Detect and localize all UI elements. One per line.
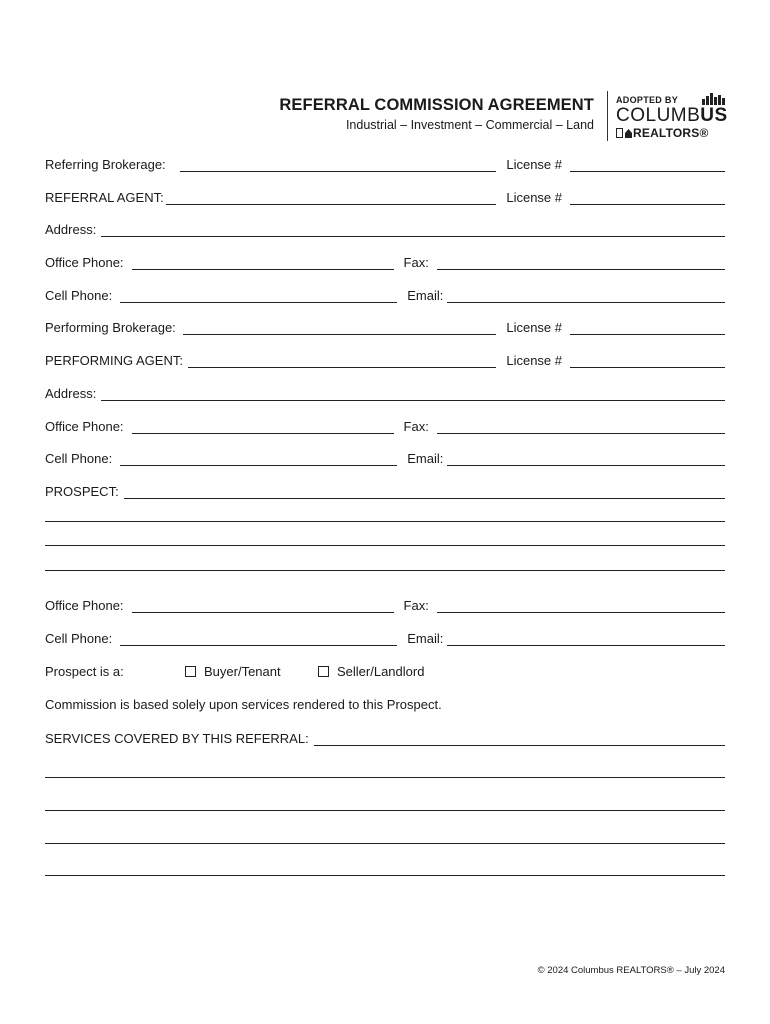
performing-email-label: Email: (407, 451, 444, 466)
referral-agent-license-field[interactable] (570, 192, 725, 205)
prospect-type-row (45, 662, 424, 680)
performing-agent-license-field[interactable] (570, 355, 725, 368)
buyer-tenant-label: Buyer/Tenant (204, 663, 281, 679)
commission-note: Commission is based solely upon services rendered to this Prospect. (45, 697, 442, 712)
referring-office-phone-label: Office Phone: (45, 255, 124, 270)
services-line-3[interactable] (45, 810, 725, 811)
referring-office-phone-row (45, 252, 725, 270)
prospect-line-4[interactable] (45, 570, 725, 571)
prospect-cell-phone-label: Cell Phone: (45, 631, 113, 646)
document-header (279, 96, 594, 132)
referring-brokerage-label: Referring Brokerage: (45, 157, 166, 172)
prospect-email-field[interactable] (447, 633, 725, 646)
referral-agent-label: REFERRAL AGENT: (45, 190, 164, 205)
logo-columbus-part: COLUMB (616, 105, 701, 126)
buyer-tenant-option[interactable] (185, 664, 318, 679)
performing-license-field[interactable] (570, 322, 725, 335)
performing-cell-phone-row (45, 448, 725, 466)
seller-landlord-option[interactable] (318, 664, 424, 679)
performing-address-label: Address: (45, 386, 97, 401)
document-title: REFERRAL COMMISSION AGREEMENT (279, 96, 594, 114)
referring-address-field[interactable] (101, 224, 725, 237)
equal-housing-icon (616, 128, 632, 138)
prospect-office-phone-field[interactable] (132, 600, 394, 613)
referring-cell-phone-label: Cell Phone: (45, 288, 113, 303)
performing-address-row (45, 383, 725, 401)
prospect-row (45, 481, 725, 499)
referral-agent-field[interactable] (166, 192, 497, 205)
performing-brokerage-label: Performing Brokerage: (45, 320, 176, 335)
referring-brokerage-field[interactable] (180, 159, 497, 172)
performing-fax-field[interactable] (437, 421, 725, 434)
logo-columbus-us: US (700, 105, 728, 126)
logo-columbus-text (616, 105, 728, 127)
referring-license-field[interactable] (570, 159, 725, 172)
prospect-office-phone-row (45, 595, 725, 613)
header-divider (607, 91, 608, 141)
referring-address-row (45, 219, 725, 237)
referring-email-label: Email: (407, 288, 444, 303)
seller-landlord-checkbox[interactable] (318, 666, 329, 677)
services-field[interactable] (314, 733, 725, 746)
performing-agent-field[interactable] (188, 355, 496, 368)
referral-agent-license-label: License # (506, 190, 562, 205)
performing-address-field[interactable] (101, 388, 725, 401)
performing-agent-label: PERFORMING AGENT: (45, 353, 183, 368)
prospect-label: PROSPECT: (45, 484, 119, 499)
performing-office-phone-label: Office Phone: (45, 419, 124, 434)
referring-cell-phone-row (45, 285, 725, 303)
copyright-footer: © 2024 Columbus REALTORS® – July 2024 (537, 965, 725, 976)
referring-cell-phone-field[interactable] (120, 290, 397, 303)
prospect-fax-label: Fax: (403, 598, 429, 613)
referring-email-field[interactable] (447, 290, 725, 303)
performing-cell-phone-field[interactable] (120, 453, 397, 466)
performing-cell-phone-label: Cell Phone: (45, 451, 113, 466)
services-line-2[interactable] (45, 777, 725, 778)
prospect-line-3[interactable] (45, 545, 725, 546)
prospect-field[interactable] (124, 486, 725, 499)
prospect-email-label: Email: (407, 631, 444, 646)
logo-realtors-text: REALTORS® (633, 126, 709, 140)
referring-brokerage-row (45, 154, 725, 172)
services-row (45, 728, 725, 746)
referring-office-phone-field[interactable] (132, 257, 394, 270)
performing-office-phone-field[interactable] (132, 421, 394, 434)
performing-agent-row (45, 350, 725, 368)
columbus-realtors-logo (616, 93, 728, 141)
referring-fax-label: Fax: (403, 255, 429, 270)
performing-email-field[interactable] (447, 453, 725, 466)
prospect-fax-field[interactable] (437, 600, 725, 613)
referring-address-label: Address: (45, 222, 97, 237)
buyer-tenant-checkbox[interactable] (185, 666, 196, 677)
prospect-type-label: Prospect is a: (45, 663, 124, 679)
performing-office-phone-row (45, 416, 725, 434)
document-subtitle: Industrial – Investment – Commercial – Land (345, 118, 594, 132)
prospect-line-2[interactable] (45, 521, 725, 522)
services-line-5[interactable] (45, 875, 725, 876)
performing-fax-label: Fax: (403, 419, 429, 434)
referring-fax-field[interactable] (437, 257, 725, 270)
performing-brokerage-row (45, 317, 725, 335)
seller-landlord-label: Seller/Landlord (337, 663, 425, 679)
logo-adopted-text: ADOPTED BY (616, 95, 679, 105)
performing-license-label: License # (506, 320, 562, 335)
services-label: SERVICES COVERED BY THIS REFERRAL: (45, 731, 309, 746)
performing-brokerage-field[interactable] (183, 322, 497, 335)
prospect-cell-phone-field[interactable] (120, 633, 397, 646)
referral-agent-row (45, 187, 725, 205)
referring-license-label: License # (506, 157, 562, 172)
prospect-cell-phone-row (45, 628, 725, 646)
performing-agent-license-label: License # (506, 353, 562, 368)
prospect-office-phone-label: Office Phone: (45, 598, 124, 613)
services-line-4[interactable] (45, 843, 725, 844)
skyline-icon (702, 93, 728, 105)
